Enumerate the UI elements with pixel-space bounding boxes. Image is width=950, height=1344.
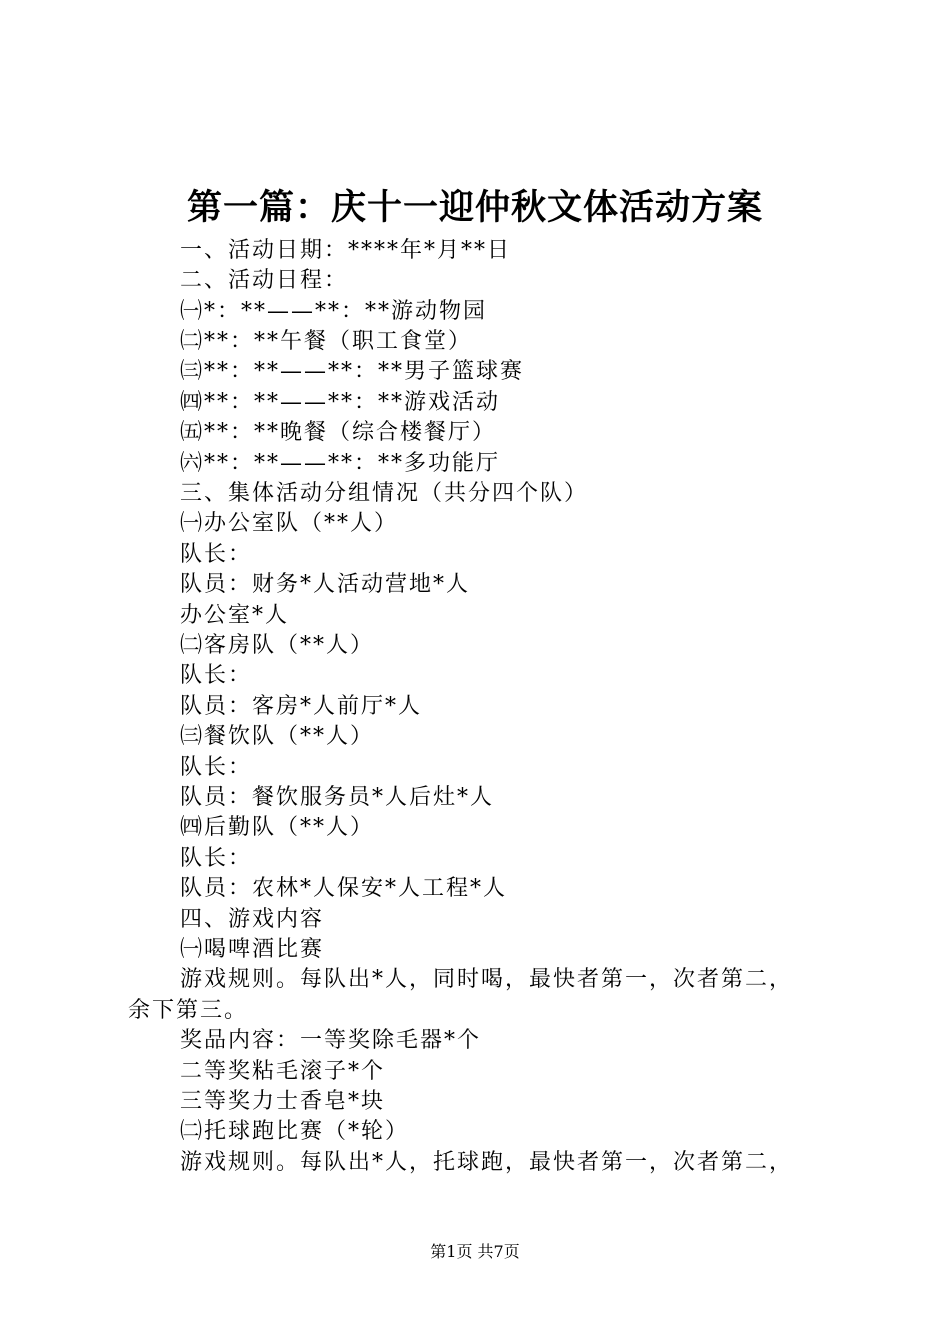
schedule-item: ㈡**：**午餐（职工食堂） <box>180 329 473 354</box>
team-members-line: 队员：财务*人活动营地*人 <box>180 572 471 597</box>
schedule-item: ㈤**：**晚餐（综合楼餐厅） <box>180 420 497 445</box>
schedule-item: ㈣**：**——**：**游戏活动 <box>180 390 501 415</box>
team-heading: ㈣后勤队（**人） <box>180 815 375 840</box>
team-members-line: 队员：客房*人前厅*人 <box>180 694 423 719</box>
page-title: 第一篇：庆十一迎仲秋文体活动方案 <box>186 187 763 228</box>
team-heading: ㈠办公室队（**人） <box>180 511 399 536</box>
section-heading-date: 一、活动日期：****年*月**日 <box>180 238 512 263</box>
team-members-line: 队员：餐饮服务员*人后灶*人 <box>180 785 495 810</box>
team-heading: ㈢餐饮队（**人） <box>180 724 375 749</box>
team-leader-line: 队长： <box>180 542 253 567</box>
schedule-item: ㈠*：**——**：**游动物园 <box>180 299 488 324</box>
prize-line: 奖品内容：一等奖除毛器*个 <box>180 1028 482 1053</box>
game-rules-line: 游戏规则。每队出*人，同时喝，最快者第一，次者第二， <box>180 967 794 992</box>
section-heading-schedule: 二、活动日程： <box>180 268 349 293</box>
team-heading: ㈡客房队（**人） <box>180 633 375 658</box>
page-number-footer: 第1页 共7页 <box>430 1242 520 1261</box>
game-heading: ㈡托球跑比赛（*轮） <box>180 1119 410 1144</box>
team-leader-line: 队长： <box>180 846 253 871</box>
game-heading: ㈠喝啤酒比赛 <box>180 937 325 962</box>
prize-line: 二等奖粘毛滚子*个 <box>180 1059 386 1084</box>
team-members-line: 队员：农林*人保安*人工程*人 <box>180 876 508 901</box>
team-members-line: 办公室*人 <box>180 603 290 628</box>
game-rules-continuation: 余下第三。 <box>128 998 249 1023</box>
schedule-item: ㈢**：**——**：**男子篮球赛 <box>180 359 525 384</box>
prize-line: 三等奖力士香皂*块 <box>180 1089 386 1114</box>
section-heading-games: 四、游戏内容 <box>180 907 325 932</box>
section-heading-groups: 三、集体活动分组情况（共分四个队） <box>180 481 589 506</box>
team-leader-line: 队长： <box>180 755 253 780</box>
game-rules-line: 游戏规则。每队出*人，托球跑，最快者第一，次者第二， <box>180 1150 794 1175</box>
schedule-item: ㈥**：**——**：**多功能厅 <box>180 451 501 476</box>
team-leader-line: 队长： <box>180 663 253 688</box>
